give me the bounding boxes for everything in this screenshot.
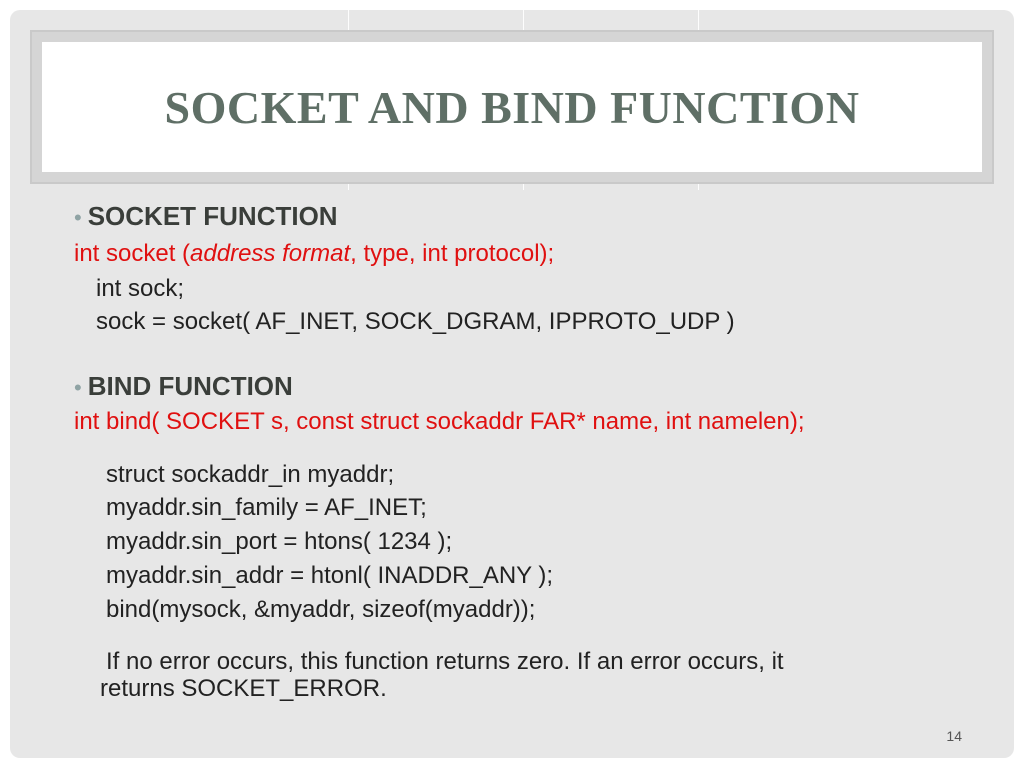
socket-signature bbox=[74, 242, 554, 266]
code-line: myaddr.sin_family = AF_INET; bbox=[106, 494, 427, 521]
page-number: 14 bbox=[946, 728, 962, 744]
code-line: struct sockaddr_in myaddr; bbox=[106, 461, 395, 488]
slide-title: SOCKET AND BIND FUNCTION bbox=[164, 81, 860, 133]
bullet-bind-function bbox=[74, 373, 293, 400]
socket-function-heading: SOCKET FUNCTION bbox=[87, 201, 338, 231]
code-line: myaddr.sin_addr = htonl( INADDR_ANY ); bbox=[106, 562, 554, 589]
note-line: If no error occurs, this function returns zero. If an error occurs, it bbox=[106, 648, 784, 675]
socket-signature-italic: address format bbox=[190, 240, 351, 267]
bind-signature: int bind( SOCKET s, const struct sockaddr FAR* name, int namelen); bbox=[74, 408, 805, 435]
socket-signature-start: int socket ( bbox=[74, 240, 191, 267]
note-line: returns SOCKET_ERROR. bbox=[100, 675, 387, 702]
slide-content bbox=[10, 10, 1014, 758]
bullet-icon: • bbox=[74, 205, 82, 230]
code-line: myaddr.sin_port = htons( 1234 ); bbox=[106, 528, 453, 555]
bullet-icon: • bbox=[74, 375, 82, 400]
code-line: int sock; bbox=[96, 275, 185, 302]
slide-background bbox=[10, 10, 1014, 758]
bind-function-heading: BIND FUNCTION bbox=[87, 371, 293, 401]
bullet-socket-function bbox=[74, 203, 338, 230]
socket-signature-end: , type, int protocol); bbox=[350, 240, 555, 267]
code-line: bind(mysock, &myaddr, sizeof(myaddr)); bbox=[106, 596, 536, 623]
code-line: sock = socket( AF_INET, SOCK_DGRAM, IPPROTO_UDP ) bbox=[96, 308, 735, 335]
